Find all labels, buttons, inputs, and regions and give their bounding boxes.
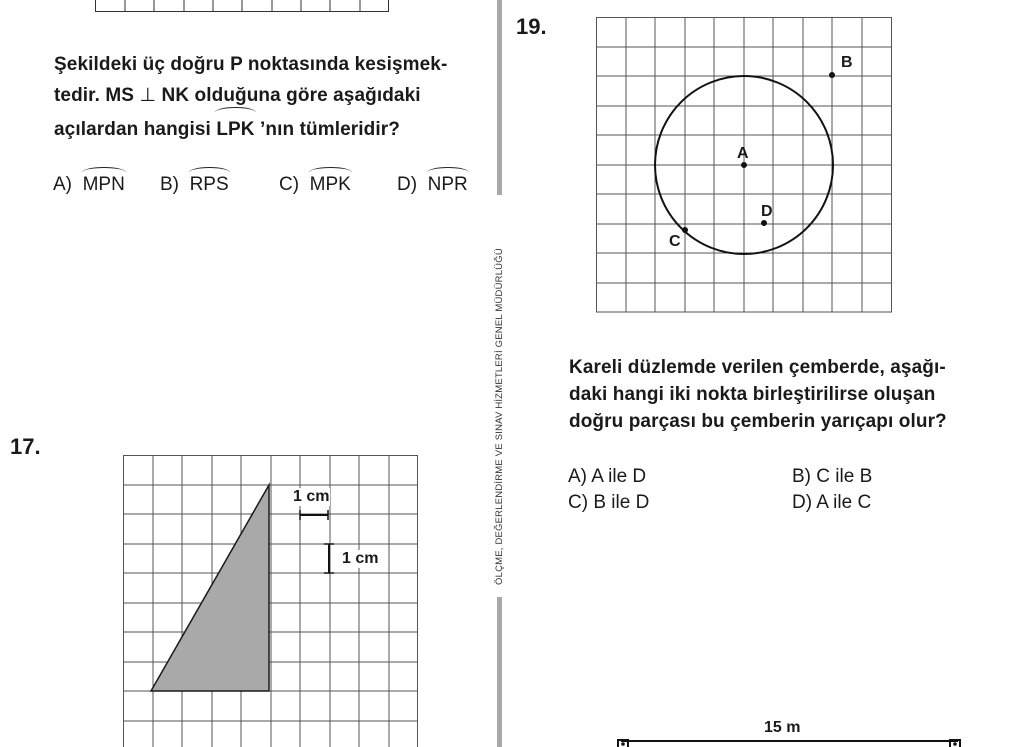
point-c-label: C bbox=[669, 233, 681, 250]
q19-option-a[interactable]: A) A ile D bbox=[568, 466, 647, 487]
angle-mpn: MPN bbox=[82, 174, 125, 195]
q16-option-b[interactable]: B) RPS bbox=[160, 174, 229, 195]
q16-angle-lpk: LPK bbox=[216, 114, 254, 145]
q19-grid-figure bbox=[590, 10, 900, 320]
q19-option-c[interactable]: C) B ile D bbox=[568, 492, 650, 513]
q16-option-c[interactable]: C) MPK bbox=[279, 174, 351, 195]
q17-number: 17. bbox=[10, 434, 41, 459]
q16-line3: açılardan hangisi LPK ’nın tümleridir? bbox=[54, 114, 494, 145]
q16-line2: tedir. MS ⊥ NK olduğuna göre aşağıdaki bbox=[54, 85, 421, 106]
q19-line2: daki hangi iki nokta birleştirilirse oluşan bbox=[569, 384, 936, 405]
q19-option-b[interactable]: B) C ile B bbox=[792, 466, 873, 487]
q17-grid-figure bbox=[110, 450, 430, 747]
point-b-dot bbox=[829, 72, 835, 78]
point-a-label: A bbox=[737, 145, 749, 162]
q19-number: 19. bbox=[516, 14, 547, 39]
q17-label-1cm-horizontal: 1 cm bbox=[293, 488, 330, 505]
point-d-label: D bbox=[761, 203, 773, 220]
q17-grid bbox=[123, 455, 418, 747]
angle-mpk: MPK bbox=[309, 174, 351, 195]
previous-question-grid-fragment bbox=[0, 0, 400, 14]
angle-npr: NPR bbox=[427, 174, 468, 195]
column-divider-bottom bbox=[497, 597, 502, 747]
angle-rps: RPS bbox=[189, 174, 229, 195]
q19-question-text bbox=[569, 354, 999, 435]
q17-vertical-unit-marker bbox=[324, 544, 334, 573]
point-c-dot bbox=[682, 227, 688, 233]
q16-question-text bbox=[54, 49, 494, 145]
q19-line1: Kareli düzlemde verilen çemberde, aşağı- bbox=[569, 357, 946, 378]
q17-label-1cm-vertical: 1 cm bbox=[342, 550, 379, 567]
q19-option-d[interactable]: D) A ile C bbox=[792, 492, 872, 513]
q20-label-15m: 15 m bbox=[764, 719, 801, 736]
perpendicular-symbol: ⊥ bbox=[139, 85, 157, 106]
q16-line1: Şekildeki üç doğru P noktasında kesişmek- bbox=[54, 54, 448, 75]
q19-line3: doğru parçası bu çemberin yarıçapı olur? bbox=[569, 411, 947, 432]
point-b-label: B bbox=[841, 54, 853, 71]
q16-option-d[interactable]: D) NPR bbox=[397, 174, 468, 195]
q16-option-a[interactable]: A) MPN bbox=[53, 174, 125, 195]
column-divider-top bbox=[497, 0, 502, 195]
q17-right-triangle bbox=[151, 485, 269, 691]
sidebar-institution-text: ÖLÇME, DEĞERLENDİRME VE SINAV HİZMETLERİ GENEL MÜDÜRLÜĞÜ bbox=[494, 248, 505, 585]
q17-horizontal-unit-marker bbox=[300, 510, 328, 520]
q20-figure-fragment bbox=[612, 736, 968, 747]
